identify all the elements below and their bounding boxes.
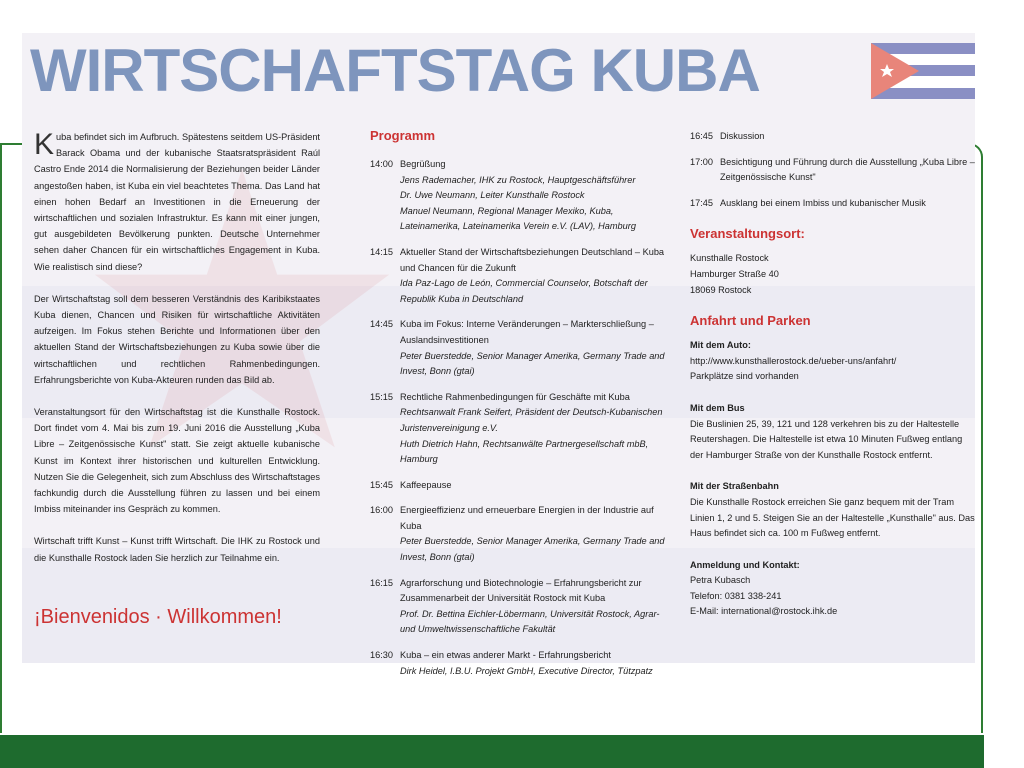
programm-item <box>370 157 670 235</box>
programm-continued <box>690 129 975 211</box>
programm-list <box>370 157 670 679</box>
programm-item <box>370 478 670 494</box>
anfahrt-link[interactable]: http://www.kunsthallerostock.de/ueber-uns/anfahrt/ <box>690 355 897 366</box>
venue-heading: Veranstaltungsort: <box>690 226 805 242</box>
programm-body <box>400 503 670 565</box>
programm-speaker: Ida Paz-Lago de León, Commercial Counselor, Botschaft der Republik Kuba in Deutschland <box>400 278 648 304</box>
info-column <box>690 129 975 632</box>
kontakt-name: Petra Kubasch <box>690 575 751 586</box>
kontakt-email[interactable]: E-Mail: international@rostock.ihk.de <box>690 606 838 617</box>
programm-time: 15:15 <box>370 391 393 402</box>
programm-item <box>690 155 975 186</box>
programm-title: Besichtigung und Führung durch die Ausstellung „Kuba Libre – Zeitgenössische Kunst" <box>720 156 975 183</box>
programm-speaker: Peter Buerstedde, Senior Manager Amerika, Germany Trade and Invest, Bonn (gtai) <box>400 536 665 563</box>
programm-item <box>370 245 670 307</box>
programm-speaker: Rechtsanwalt Frank Seifert, Präsident der Deutsch-Kubanischen Juristenvereinigung e.V. <box>400 407 663 433</box>
programm-body <box>400 157 670 235</box>
venue-line: Kunsthalle Rostock <box>690 253 769 264</box>
anfahrt-auto <box>690 338 975 385</box>
auto-title: Mit dem Auto: <box>690 340 751 351</box>
programm-speaker: Huth Dietrich Hahn, Rechtsanwälte Partnergesellschaft mbB, Hamburg <box>400 438 649 465</box>
programm-body <box>400 648 670 679</box>
programm-speaker: Dirk Heidel, I.B.U. Projekt GmbH, Executive Director, Tützpatz <box>400 665 653 676</box>
programm-speaker: Peter Buerstedde, Senior Manager Amerika, Germany Trade and Invest, Bonn (gtai) <box>400 350 665 377</box>
intro-text: uba befindet sich im Aufbruch. Spätestens seitdem US-Präsident Barack Obama und der kubanische Staatsratspräsident Raúl Castro Ende 2014 die Normalisierung der Beziehungen beider Länder angestoßen haben, ist Kuba ein viel beachtetes Thema. Das Land hat einen hohen Bedarf an Investitionen in die Erneuerung der wirtschaftlichen und sozialen Infrastruktur. Es kann mit einer jungen, gut ausgebildeten Bevölkerung punkten. Deutsche Unternehmer sehen daher Chancen für ein wirtschaftliches Engagement in Kuba. Wie realistisch sind diese? <box>34 132 320 272</box>
programm-title: Diskussion <box>720 131 765 141</box>
programm-time: 17:45 <box>690 197 713 208</box>
dropcap: K <box>34 128 55 161</box>
programm-time: 17:00 <box>690 156 713 167</box>
programm-time: 14:45 <box>370 319 393 330</box>
programm-time: 14:00 <box>370 159 393 169</box>
intro-paragraph: Wirtschaft trifft Kunst – Kunst trifft Wirtschaft. Die IHK zu Rostock und die Kunsthalle Rostock laden Sie herzlich zur Teilnahme ein. <box>34 536 320 563</box>
intro-paragraph: Der Wirtschaftstag soll dem besseren Verständnis des Karibikstaates Kuba dienen, Chancen und Risiken für wirtschaftliche Aktivitäten aufzeigen. Im Fokus stehen Berichte und Informationen über den aktuellen Stand der Wirtschaftsbeziehungen zu Kuba sowie über die wirtschaftlichen und rechtlichen Rahmenbedingungen. Erfahrungsberichte von Kuba-Akteuren runden das Bild ab. <box>34 293 320 385</box>
intro-column <box>34 129 320 582</box>
programm-time: 16:15 <box>370 577 393 588</box>
intro-paragraph <box>34 129 320 275</box>
programm-item <box>370 503 670 565</box>
programm-item <box>370 576 670 638</box>
kontakt-block <box>690 558 975 620</box>
programm-time: 15:45 <box>370 479 393 490</box>
programm-title: Begrüßung <box>400 159 446 169</box>
tram-title: Mit der Straßenbahn <box>690 481 779 492</box>
programm-time: 14:15 <box>370 246 393 257</box>
cuba-flag-icon <box>871 43 975 99</box>
intro-paragraph: Veranstaltungsort für den Wirtschaftstag ist die Kunsthalle Rostock. Dort findet vom 4. Mai bis zum 19. Juni 2016 die Ausstellung „Kuba Libre – Zeitgenössische Kunst" statt. Sie zeigt aktuelle kubanische Kunst im Kontext ihrer historischen und kulturellen Entwicklung. Nutzen Sie die Gelegenheit, sich zum Abschluss des Wirtschaftstages fachkundig durch die Ausstellung führen zu lassen und bei einem Imbiss miteinander ins Gespräch zu kommen. <box>34 407 320 515</box>
page-title: WIRTSCHAFTSTAG KUBA <box>30 37 760 104</box>
programm-item <box>370 317 670 379</box>
programm-item <box>690 196 975 212</box>
anfahrt-tram <box>690 479 975 541</box>
programm-title: Agrarforschung und Biotechnologie – Erfahrungsbericht zur Zusammenarbeit der Universität Rostock mit Kuba <box>400 577 642 604</box>
venue-line: 18069 Rostock <box>690 284 752 295</box>
programm-body <box>400 390 670 468</box>
programm-body <box>400 478 670 494</box>
programm-speaker: Manuel Neumann, Regional Manager Mexiko, Kuba, Lateinamerika, Lateinamerika Verein e.V. (LAV), Hamburg <box>400 205 636 232</box>
programm-time: 16:30 <box>370 650 393 661</box>
programm-title: Kaffeepause <box>400 479 452 490</box>
programm-title: Ausklang bei einem Imbiss und kubanischer Musik <box>720 197 926 208</box>
footer-green-bar <box>0 735 984 768</box>
anfahrt-heading: Anfahrt und Parken <box>690 313 811 329</box>
anfahrt-bus <box>690 401 975 463</box>
programm-heading: Programm <box>370 128 436 143</box>
programm-speaker: Prof. Dr. Bettina Eichler-Löbermann, Universität Rostock, Agrar- und Umweltwissenschaftliche Fakultät <box>400 608 660 635</box>
programm-time: 16:45 <box>690 131 713 141</box>
programm-body <box>400 576 670 638</box>
programm-item <box>690 129 975 145</box>
welcome-slogan: ¡Bienvenidos · Willkommen! <box>34 606 282 628</box>
flyer-page <box>22 33 975 676</box>
programm-speaker: Dr. Uwe Neumann, Leiter Kunsthalle Rostock <box>400 190 585 201</box>
venue-address <box>690 251 975 298</box>
kontakt-title: Anmeldung und Kontakt: <box>690 559 800 570</box>
programm-title: Energieeffizienz und erneuerbare Energien in der Industrie auf Kuba <box>400 505 654 531</box>
programm-body <box>400 317 670 379</box>
programm-item <box>370 390 670 468</box>
programm-title: Kuba im Fokus: Interne Veränderungen – Markterschließung – Auslandsinvestitionen <box>400 319 654 345</box>
venue-line: Hamburger Straße 40 <box>690 268 779 279</box>
programm-title: Aktueller Stand der Wirtschaftsbeziehungen Deutschland – Kuba und Chancen für die Zukunft <box>400 246 665 273</box>
programm-title: Rechtliche Rahmenbedingungen für Geschäfte mit Kuba <box>400 391 630 402</box>
kontakt-phone: Telefon: 0381 338-241 <box>690 590 782 601</box>
bus-title: Mit dem Bus <box>690 402 745 413</box>
programm-time: 16:00 <box>370 505 393 516</box>
programm-title: Kuba – ein etwas anderer Markt - Erfahrungsbericht <box>400 650 611 661</box>
tram-text: Die Kunsthalle Rostock erreichen Sie ganz bequem mit der Tram Linien 1, 2 und 5. Steigen Sie an der Haltestelle „Kunsthalle" aus. Das Haus befindet sich ca. 100 m Fußweg entfernt. <box>690 496 975 539</box>
programm-column <box>370 127 670 689</box>
programm-speaker: Jens Rademacher, IHK zu Rostock, Hauptgeschäftsführer <box>400 174 636 185</box>
programm-item <box>370 648 670 679</box>
parking-note: Parkplätze sind vorhanden <box>690 371 799 382</box>
programm-body <box>400 245 670 307</box>
bus-text: Die Buslinien 25, 39, 121 und 128 verkehren bis zu der Haltestelle Reutershagen. Die Haltestelle ist etwa 10 Minuten Fußweg entlang der Hamburger Straße von der Kunsthalle Rostock entfernt. <box>690 418 963 460</box>
